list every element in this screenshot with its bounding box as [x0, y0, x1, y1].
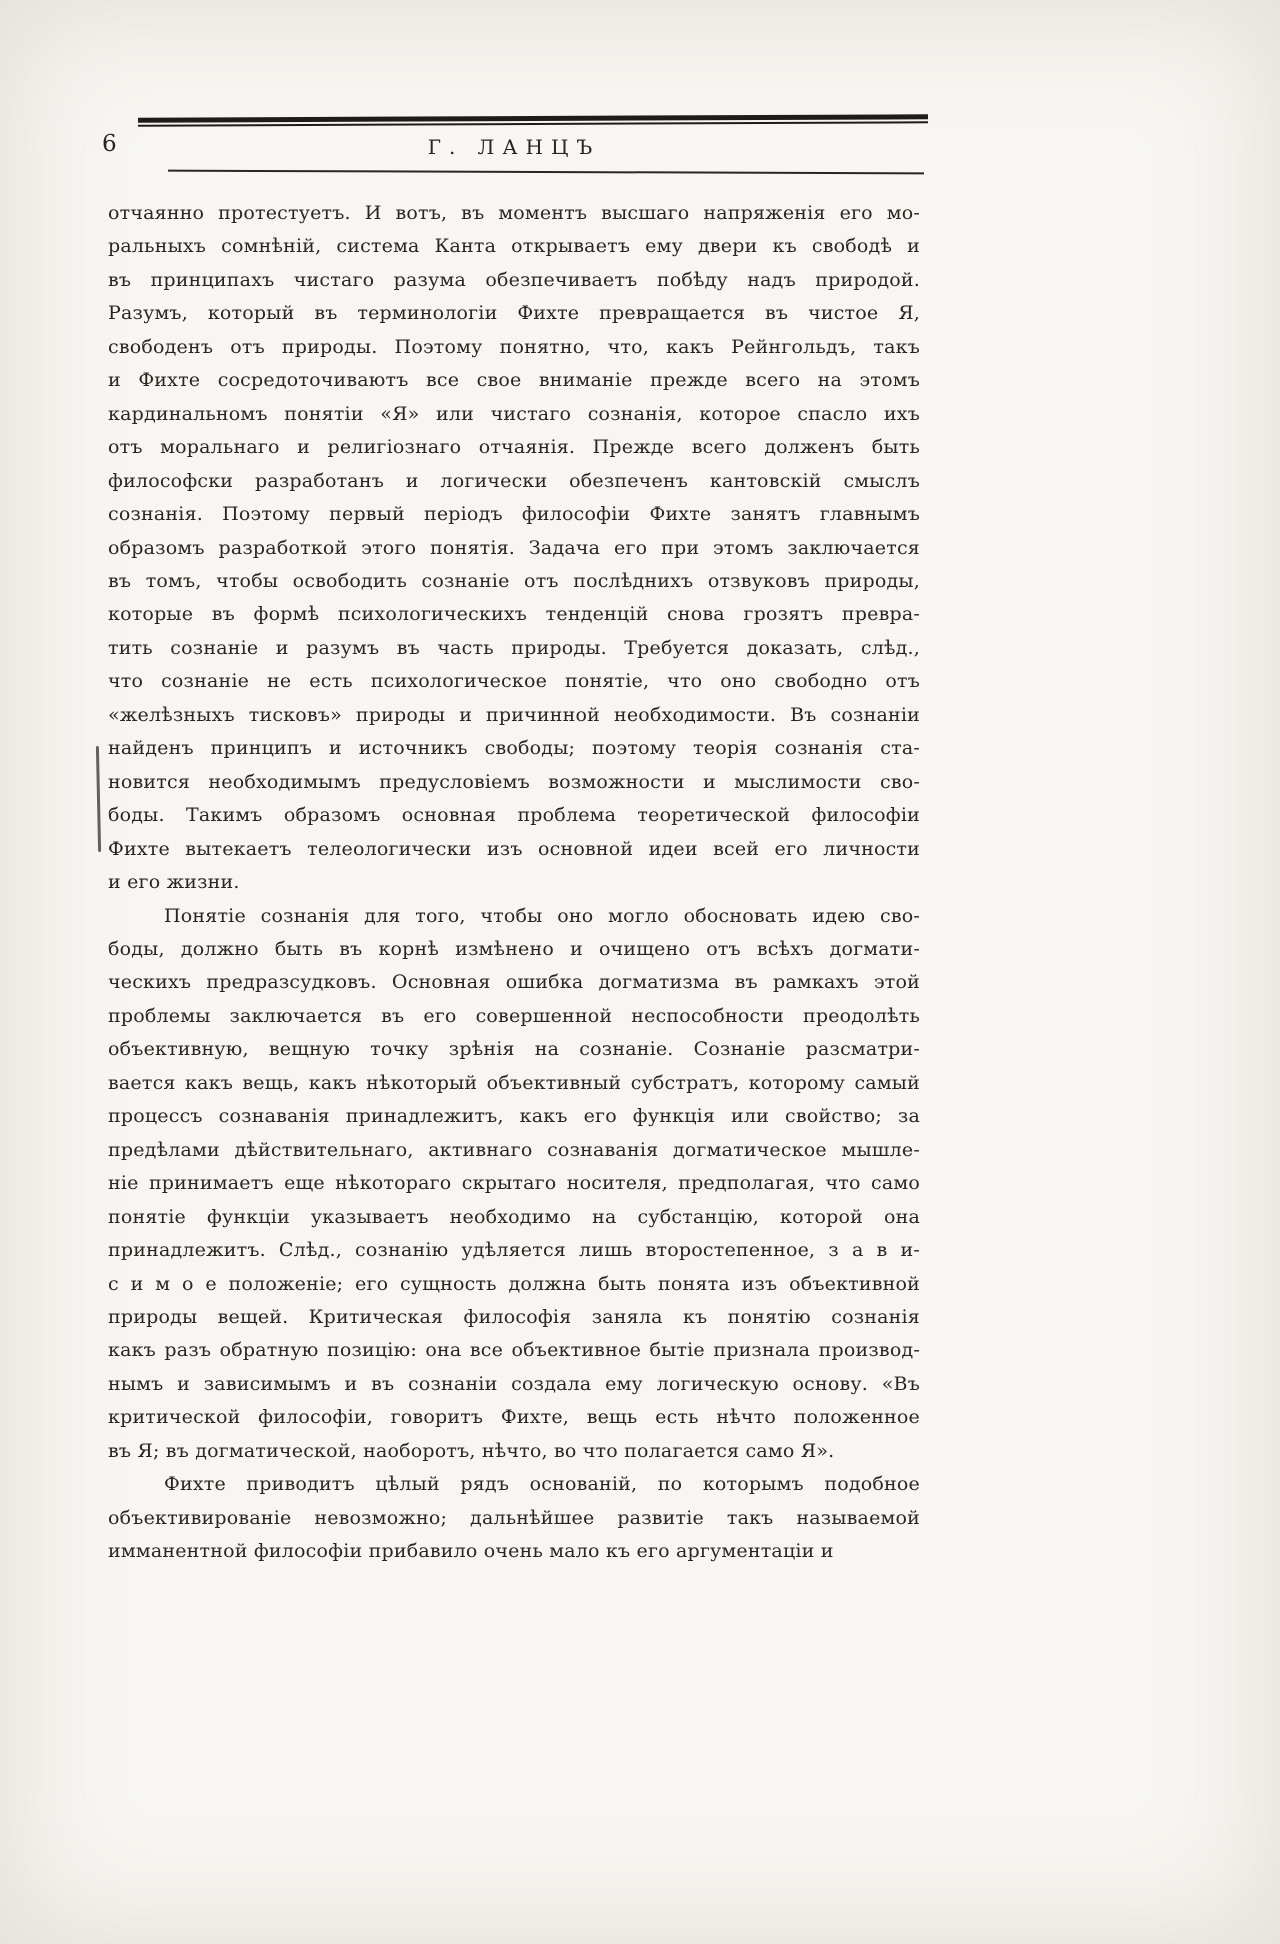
- text-line: боды. Такимъ образомъ основная проблема теоретической философіи: [108, 804, 920, 827]
- text-line: въ томъ, чтобы освободить сознаніе отъ послѣднихъ отзвуковъ природы,: [108, 569, 920, 592]
- text-line: критической философіи, говоритъ Фихте, вещь есть нѣчто положенное: [108, 1406, 920, 1429]
- text-line: нымъ и зависимымъ и въ сознаніи создала ему логическую основу. «Въ: [108, 1372, 920, 1395]
- text-line: природы вещей. Критическая философія заняла къ понятію сознанія: [108, 1305, 920, 1328]
- text-line: въ Я; въ догматической, наоборотъ, нѣчто, во что полагается само Я».: [108, 1439, 835, 1462]
- text-line: боды, должно быть въ корнѣ измѣнено и очищено отъ всѣхъ догмати-: [108, 937, 920, 960]
- running-title: Г. ЛАНЦЪ: [427, 135, 601, 159]
- text-line: какъ разъ обратную позицію: она все объективное бытіе признала производ-: [108, 1339, 920, 1362]
- text-line: что сознаніе не есть психологическое понятіе, что оно свободно отъ: [108, 670, 920, 693]
- text-line: сознанія. Поэтому первый періодъ философіи Фихте занятъ главнымъ: [108, 503, 920, 526]
- text-line: свободенъ отъ природы. Поэтому понятно, что, какъ Рейнгольдъ, такъ: [108, 335, 920, 358]
- paragraph: [108, 197, 920, 900]
- text-line: Разумъ, который въ терминологіи Фихте превращается въ чистое Я,: [108, 302, 920, 325]
- text-line: новится необходимымъ предусловіемъ возможности и мыслимости сво-: [108, 770, 920, 793]
- text-line: объективную, вещную точку зрѣнія на сознаніе. Сознаніе разсматри-: [108, 1038, 920, 1061]
- text-line: ческихъ предразсудковъ. Основная ошибка догматизма въ рамкахъ этой: [108, 971, 920, 994]
- text-line: найденъ принципъ и источникъ свободы; поэтому теорія сознанія ста-: [108, 737, 920, 760]
- text-line: с и м о е положеніе; его сущность должна быть понята изъ объективной: [108, 1272, 920, 1295]
- text-line: которые въ формѣ психологическихъ тенденцій снова грозятъ превра-: [108, 603, 920, 626]
- text-line: принадлежитъ. Слѣд., сознанію удѣляется лишь второстепенное, з а в и-: [108, 1239, 920, 1262]
- text-line: объективированіе невозможно; дальнѣйшее развитіе такъ называемой: [108, 1506, 920, 1529]
- text-line: и его жизни.: [108, 871, 240, 894]
- text-line: имманентной философіи прибавило очень мало къ его аргументаціи и: [108, 1540, 834, 1563]
- text-body: [108, 197, 920, 1569]
- text-line: отъ моральнаго и религіознаго отчаянія. Прежде всего долженъ быть: [108, 436, 920, 459]
- text-line: отчаянно протестуетъ. И вотъ, въ моментъ высшаго напряженія его мо-: [108, 202, 920, 224]
- text-line: процессъ сознаванія принадлежитъ, какъ его функція или свойство; за: [108, 1105, 920, 1128]
- text-line: Понятіе сознанія для того, чтобы оно могло обосновать идею сво-: [164, 904, 920, 927]
- text-line: и Фихте сосредоточиваютъ все свое вниманіе прежде всего на этомъ: [108, 369, 920, 392]
- text-line: тить сознаніе и разумъ въ часть природы. Требуется доказать, слѣд.,: [108, 636, 920, 659]
- header-underline-rule: [168, 170, 924, 175]
- paragraph: [108, 900, 920, 1469]
- text-line: ніе принимаетъ еще нѣкотораго скрытаго носителя, предполагая, что само: [108, 1172, 920, 1195]
- text-line: философски разработанъ и логически обезпеченъ кантовскій смыслъ: [108, 469, 920, 492]
- header-double-rule: [138, 114, 928, 126]
- paragraph: [108, 1468, 920, 1568]
- text-line: Фихте приводитъ цѣлый рядъ основаній, по которымъ подобное: [164, 1473, 920, 1496]
- page-number: 6: [102, 131, 117, 157]
- text-line: вается какъ вещь, какъ нѣкоторый объективный субстратъ, которому самый: [108, 1071, 920, 1094]
- text-line: проблемы заключается въ его совершенной неспособности преодолѣть: [108, 1004, 920, 1027]
- text-line: въ принципахъ чистаго разума обезпечиваетъ побѣду надъ природой.: [108, 268, 920, 291]
- text-line: предѣлами дѣйствительнаго, активнаго сознаванія догматическое мышле-: [108, 1138, 920, 1161]
- margin-pen-mark: [96, 746, 101, 852]
- text-line: образомъ разработкой этого понятія. Задача его при этомъ заключается: [108, 536, 920, 559]
- text-line: кардинальномъ понятіи «Я» или чистаго сознанія, которое спасло ихъ: [108, 402, 920, 425]
- text-line: «желѣзныхъ тисковъ» природы и причинной необходимости. Въ сознаніи: [108, 703, 920, 726]
- text-line: ральныхъ сомнѣній, система Канта открываетъ ему двери къ свободѣ и: [108, 235, 920, 258]
- text-line: Фихте вытекаетъ телеологически изъ основной идеи всей его личности: [108, 837, 920, 860]
- text-line: понятіе функціи указываетъ необходимо на субстанцію, которой она: [108, 1205, 920, 1228]
